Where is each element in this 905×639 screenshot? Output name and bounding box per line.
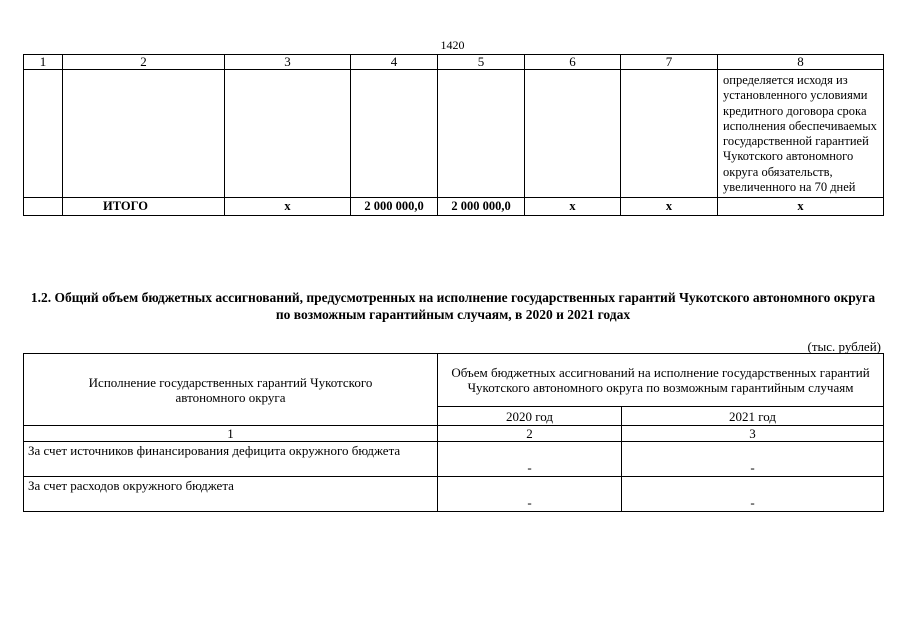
- header-row: [24, 354, 884, 407]
- total-cell: x: [525, 198, 621, 216]
- empty-cell: [24, 70, 63, 198]
- total-amount: 2 000 000,0: [438, 198, 525, 216]
- empty-cell: [621, 70, 718, 198]
- total-cell: x: [718, 198, 884, 216]
- column-number: 8: [718, 55, 884, 70]
- row-label: За счет расходов окружного бюджета: [24, 477, 438, 512]
- execution-header: Исполнение государственных гарантий Чукотского автономного округа: [24, 354, 438, 426]
- column-number: 2: [63, 55, 225, 70]
- table-row: [24, 477, 884, 512]
- total-row: [24, 198, 884, 216]
- year-2021-header: 2021 год: [622, 407, 884, 426]
- column-number: 6: [525, 55, 621, 70]
- row-label: За счет источников финансирования дефицита окружного бюджета: [24, 442, 438, 477]
- empty-cell: [351, 70, 438, 198]
- column-number-row: [24, 426, 884, 442]
- volume-header: Объем бюджетных ассигнований на исполнение государственных гарантий Чукотского автономного округа по возможным гарантийным случаям: [438, 354, 884, 407]
- page-number: 1420: [440, 38, 465, 52]
- budget-allocations-table: [23, 353, 884, 512]
- column-number: 3: [225, 55, 351, 70]
- year-2020-header: 2020 год: [438, 407, 622, 426]
- column-number: 3: [622, 426, 884, 442]
- table-row: [24, 442, 884, 477]
- value-2021: -: [622, 442, 884, 477]
- column-number-row: [24, 55, 884, 70]
- empty-cell: [225, 70, 351, 198]
- column-number: 7: [621, 55, 718, 70]
- guarantees-table-continued: [23, 54, 884, 216]
- empty-cell: [525, 70, 621, 198]
- column-number: 1: [24, 426, 438, 442]
- continued-row: [24, 70, 884, 198]
- column-number: 5: [438, 55, 525, 70]
- total-cell: x: [225, 198, 351, 216]
- column-number: 4: [351, 55, 438, 70]
- value-2020: -: [438, 442, 622, 477]
- value-2020: -: [438, 477, 622, 512]
- column-number: 2: [438, 426, 622, 442]
- empty-cell: [24, 198, 63, 216]
- term-description: определяется исходя из установленного условиями кредитного договора срока исполнения обеспечиваемых государственной гарантией Чукотского автономного округа обязательств, увеличенного на 70 дней: [718, 70, 884, 198]
- column-number: 1: [24, 55, 63, 70]
- total-label: ИТОГО: [63, 198, 225, 216]
- section-title: 1.2. Общий объем бюджетных ассигнований, предусмотренных на исполнение государственных гарантий Чукотского автономного округа по возможным гарантийным случаям, в 2020 и 2021 годах: [30, 290, 876, 322]
- total-cell: x: [621, 198, 718, 216]
- empty-cell: [438, 70, 525, 198]
- value-2021: -: [622, 477, 884, 512]
- units-label: (тыс. рублей): [807, 339, 881, 354]
- total-amount: 2 000 000,0: [351, 198, 438, 216]
- empty-cell: [63, 70, 225, 198]
